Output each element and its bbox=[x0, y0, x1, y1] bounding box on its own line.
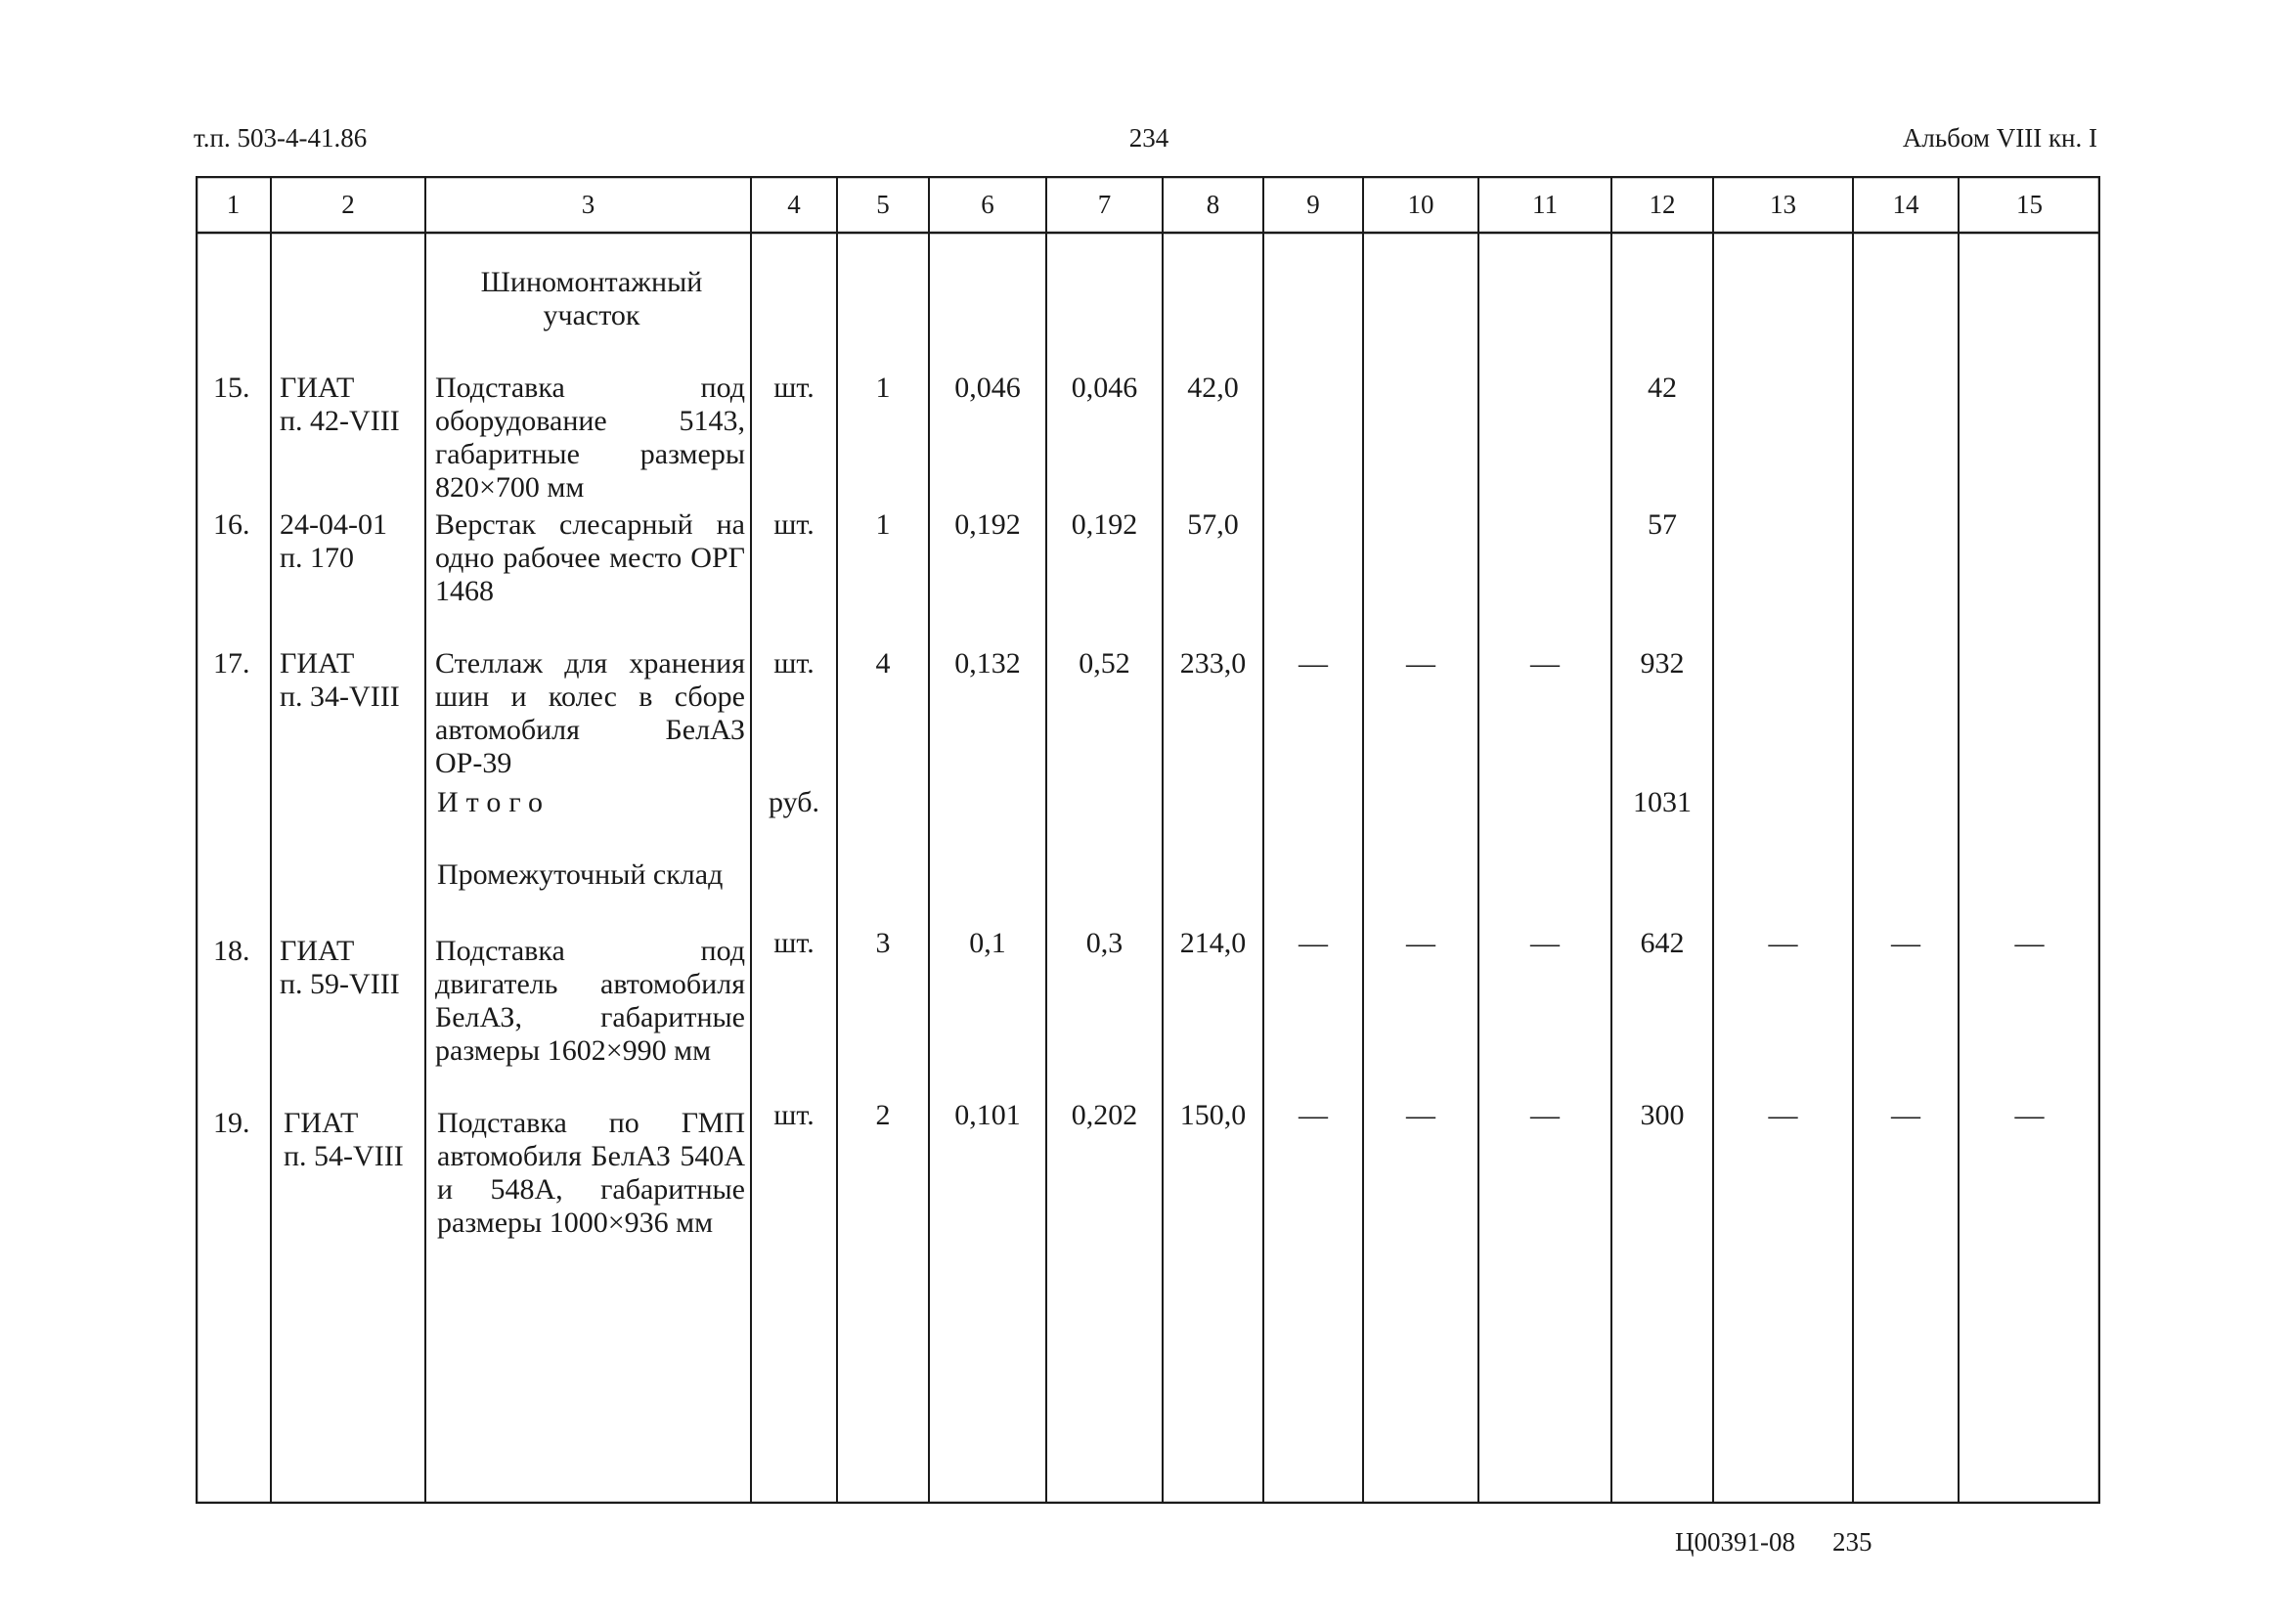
row-reference: п. 34-VIII bbox=[280, 680, 400, 713]
row-col8: 150,0 bbox=[1179, 1099, 1247, 1131]
row-description: Верстак слесарный на одно рабочее место ОРГ 1468 bbox=[435, 508, 745, 607]
row-col8: 42,0 bbox=[1187, 372, 1239, 404]
row-reference: п. 59-VIII bbox=[280, 968, 400, 1000]
row-unit: шт. bbox=[773, 647, 815, 680]
row-col15: — bbox=[2014, 1099, 2045, 1131]
row-col8: 57,0 bbox=[1187, 508, 1239, 541]
row-description: Стеллаж для хранения шин и колес в сборе автомобиля БелАЗ ОР-39 bbox=[435, 647, 745, 779]
row-reference: п. 42-VIII bbox=[280, 405, 400, 437]
row-number: 18. bbox=[213, 935, 250, 967]
row-description: Подставка под оборудование 5143, габаритные размеры 820×700 мм bbox=[435, 372, 745, 504]
row-unit: шт. bbox=[773, 372, 815, 404]
row-col9: — bbox=[1299, 647, 1328, 680]
row-reference: 24-04-01 bbox=[280, 508, 387, 541]
row-col9: — bbox=[1299, 1099, 1328, 1131]
column-number: 3 bbox=[581, 190, 595, 219]
row-col9: — bbox=[1299, 927, 1328, 959]
row-col12: 42 bbox=[1648, 372, 1677, 404]
footer-page-number: 235 bbox=[1832, 1527, 1872, 1557]
row-unit: шт. bbox=[773, 927, 815, 959]
row-quantity: 2 bbox=[875, 1099, 891, 1131]
row-quantity: 1 bbox=[875, 508, 891, 541]
row-col12: 300 bbox=[1640, 1099, 1685, 1131]
row-number: 17. bbox=[213, 647, 250, 680]
row-quantity: 3 bbox=[875, 927, 891, 959]
footer-archive-code: Ц00391-08 bbox=[1675, 1527, 1795, 1557]
row-col12: 57 bbox=[1648, 508, 1677, 541]
header-album: Альбом VIII кн. I bbox=[1902, 123, 2097, 153]
row-col10: — bbox=[1406, 927, 1435, 959]
row-unit: шт. bbox=[773, 1099, 815, 1131]
row-reference: ГИАТ bbox=[280, 647, 355, 680]
specification-table bbox=[196, 176, 2100, 1504]
row-col8: 214,0 bbox=[1179, 927, 1247, 959]
total-value: 1031 bbox=[1633, 786, 1692, 818]
row-number: 15. bbox=[213, 372, 250, 404]
row-col11: — bbox=[1530, 647, 1560, 680]
row-col6: 0,132 bbox=[954, 647, 1021, 680]
row-col6: 0,101 bbox=[954, 1099, 1021, 1131]
row-col10: — bbox=[1406, 1099, 1435, 1131]
row-col15: — bbox=[2014, 927, 2045, 959]
total-label: Итого bbox=[437, 786, 551, 818]
column-number: 11 bbox=[1532, 190, 1558, 219]
row-col7: 0,192 bbox=[1071, 508, 1138, 541]
row-col10: — bbox=[1406, 647, 1435, 680]
row-col7: 0,52 bbox=[1079, 647, 1130, 680]
row-col11: — bbox=[1530, 1099, 1560, 1131]
column-number: 15 bbox=[2016, 190, 2043, 219]
column-number: 1 bbox=[226, 190, 241, 219]
row-col14: — bbox=[1891, 927, 1920, 959]
row-col13: — bbox=[1768, 927, 1798, 959]
total-unit: руб. bbox=[769, 786, 819, 818]
section-title: Промежуточный склад bbox=[437, 858, 724, 891]
row-quantity: 1 bbox=[875, 372, 891, 404]
row-quantity: 4 bbox=[875, 647, 891, 680]
column-number: 13 bbox=[1770, 190, 1796, 219]
row-col14: — bbox=[1891, 1099, 1920, 1131]
row-col12: 642 bbox=[1640, 927, 1685, 959]
row-col7: 0,046 bbox=[1071, 372, 1138, 404]
row-description: Подставка под двигатель автомобиля БелАЗ, габаритные размеры 1602×990 мм bbox=[435, 935, 745, 1067]
row-description: Подставка по ГМП автомобиля БелАЗ 540А и 548А, габаритные размеры 1000×936 мм bbox=[437, 1107, 745, 1239]
column-number: 8 bbox=[1206, 190, 1220, 219]
row-col11: — bbox=[1530, 927, 1560, 959]
column-number: 7 bbox=[1097, 190, 1112, 219]
row-reference: ГИАТ bbox=[280, 372, 355, 404]
column-number: 6 bbox=[981, 190, 994, 219]
row-number: 19. bbox=[213, 1107, 250, 1139]
row-reference: ГИАТ bbox=[284, 1107, 359, 1139]
row-col13: — bbox=[1768, 1099, 1798, 1131]
row-reference: п. 170 bbox=[280, 542, 355, 574]
column-number: 4 bbox=[787, 190, 801, 219]
row-number: 16. bbox=[213, 508, 250, 541]
column-number: 10 bbox=[1407, 190, 1434, 219]
row-col6: 0,192 bbox=[954, 508, 1021, 541]
row-col7: 0,202 bbox=[1071, 1099, 1138, 1131]
column-number: 14 bbox=[1892, 190, 1919, 219]
row-reference: ГИАТ bbox=[280, 935, 355, 967]
header-page-number: 234 bbox=[1128, 123, 1169, 153]
row-col8: 233,0 bbox=[1179, 647, 1247, 680]
row-col6: 0,1 bbox=[969, 927, 1006, 959]
header-doc-number: т.п. 503-4-41.86 bbox=[194, 123, 368, 153]
column-number: 9 bbox=[1306, 190, 1320, 219]
row-unit: шт. bbox=[773, 508, 815, 541]
row-col7: 0,3 bbox=[1085, 927, 1123, 959]
column-number: 5 bbox=[876, 190, 890, 219]
column-number: 2 bbox=[341, 190, 355, 219]
section-title: Шиномонтажный участок bbox=[480, 266, 703, 331]
row-col6: 0,046 bbox=[954, 372, 1021, 404]
column-number: 12 bbox=[1649, 190, 1676, 219]
row-reference: п. 54-VIII bbox=[284, 1140, 404, 1172]
row-col12: 932 bbox=[1640, 647, 1685, 680]
